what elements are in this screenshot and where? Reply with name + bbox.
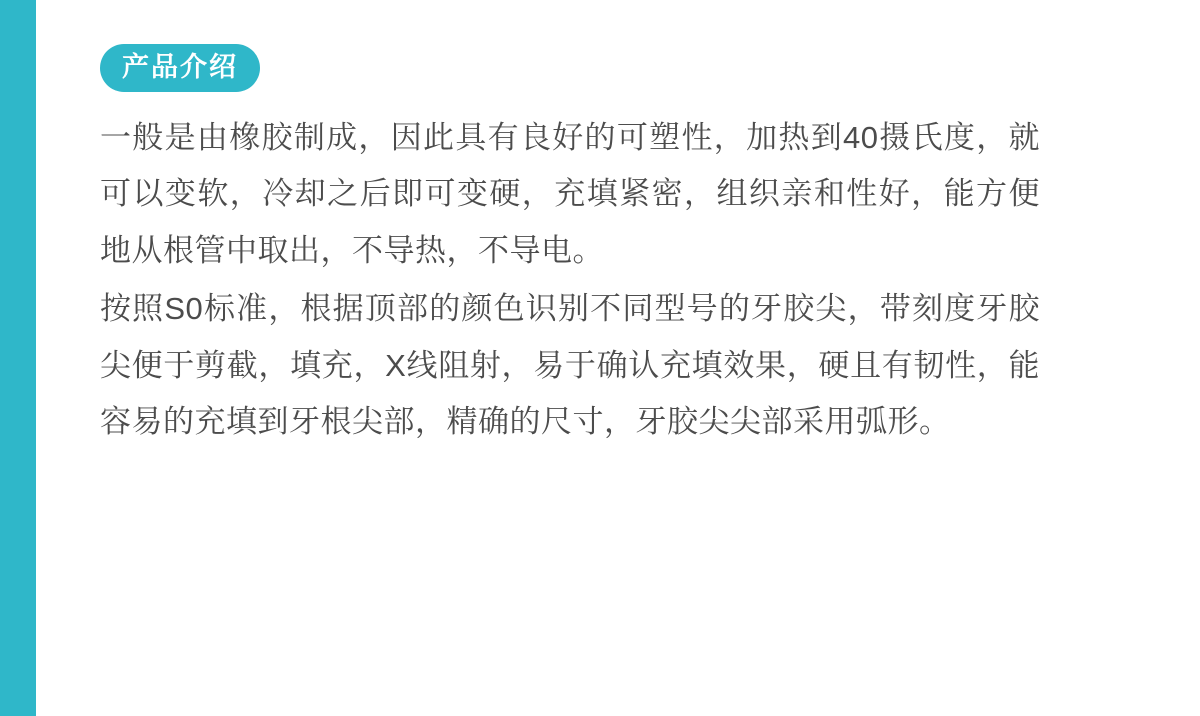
paragraph-2: 按照S0标准，根据顶部的颜色识别不同型号的牙胶尖，带刻度牙胶尖便于剪截，填充，X线阻射，易于确认充填效果，硬且有韧性，能容易的充填到牙根尖部，精确的尺寸，牙胶尖尖部采用弧形。 (100, 291, 1040, 440)
left-gutter (36, 0, 100, 716)
left-accent-bar (0, 0, 36, 716)
paragraph-1: 一般是由橡胶制成，因此具有良好的可塑性，加热到40摄氏度，就可以变软，冷却之后即可变硬，充填紧密，组织亲和性好，能方便地从根管中取出，不导热，不导电。 (100, 120, 1040, 268)
section-badge: 产品介绍 (100, 44, 260, 92)
content-area (100, 0, 1200, 716)
